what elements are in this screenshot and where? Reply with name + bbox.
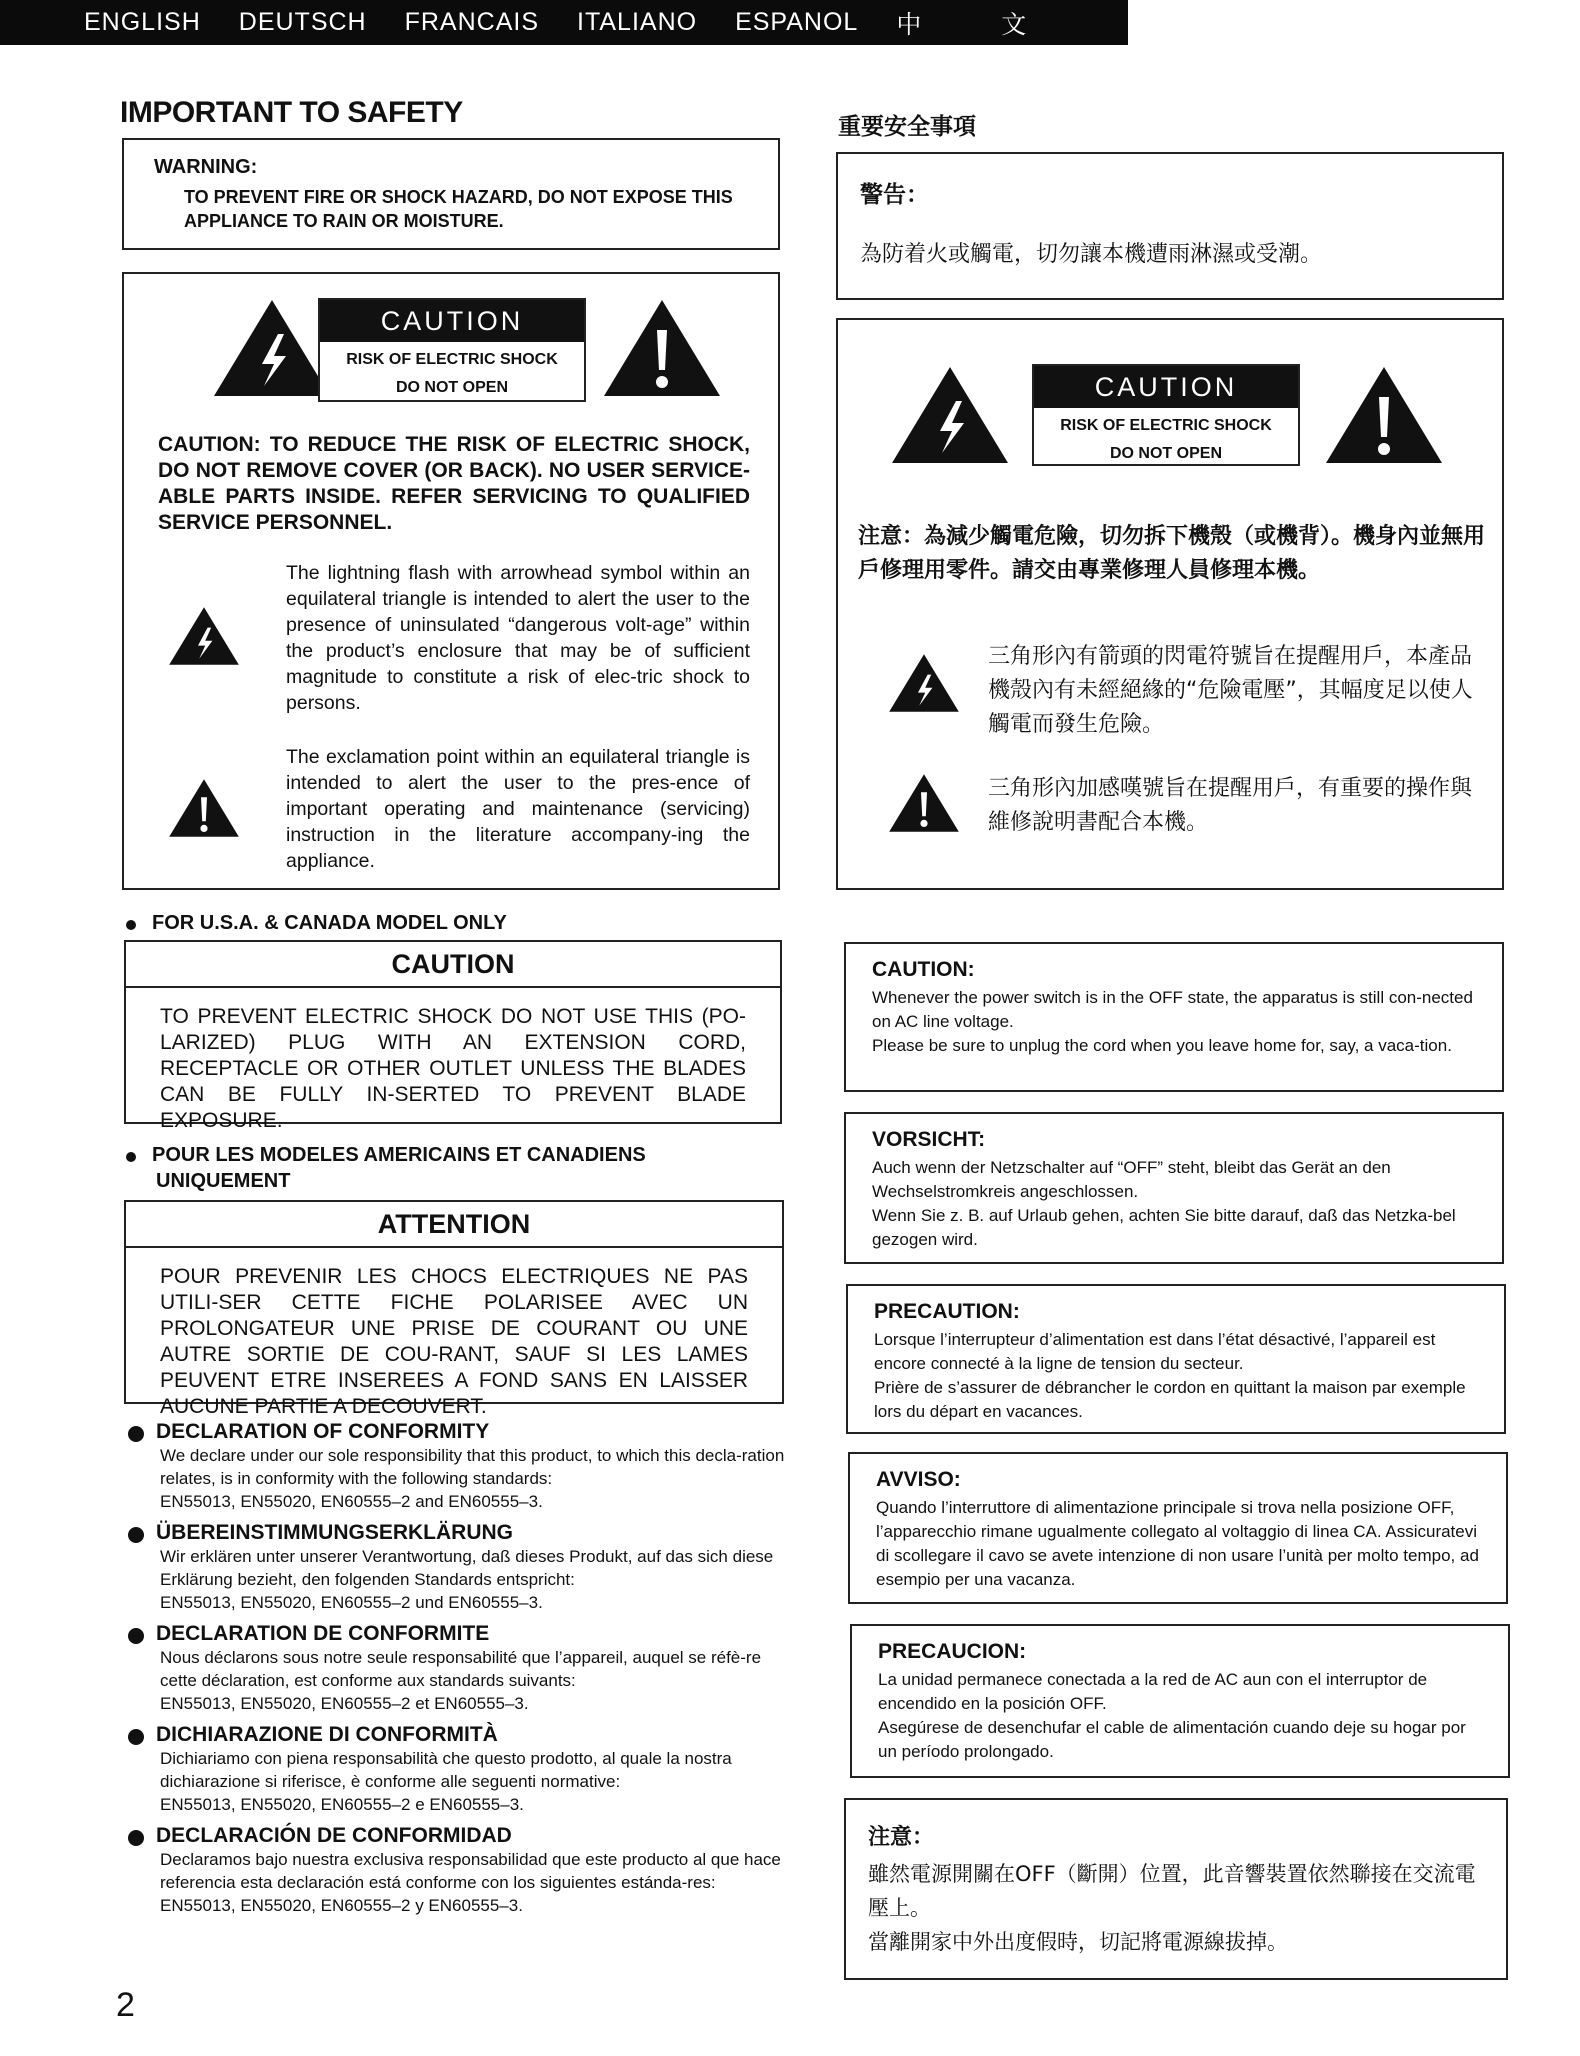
declaration-heading: DECLARATION OF CONFORMITY [156,1420,490,1443]
lang-deutsch: DEUTSCH [238,8,367,36]
exclamation-description: The exclamation point within an equilateral triangle is intended to alert the user to the pres-ence of important operating and maintenance (servicing) instruction in the literature accompany-ing the appliance. [286,746,750,872]
declaration-text: Dichiariamo con piena responsabilità che questo prodotto, al quale la nostra dichiarazione si riferisce, è conforme alle seguenti normative: [160,1749,732,1791]
lightning-triangle-icon [212,298,332,398]
caution-label-line-2: DO NOT OPEN [395,379,508,396]
zh-note-heading: 注意： [868,1825,935,1850]
exclamation-small-icon [168,778,240,838]
note-heading: CAUTION: [872,958,975,981]
declaration-standards: EN55013, EN55020, EN60555–2 y EN60555–3. [160,1896,523,1915]
caution-label [318,298,586,402]
page-number: 2 [116,1986,135,2024]
note-zh [844,1798,1508,1980]
zh-title: 重要安全事項 [838,114,976,140]
fr-heading-line-1: POUR LES MODELES AMERICAINS ET CANADIENS [152,1144,646,1166]
note-vorsicht-de [844,1112,1504,1264]
usa-caution-text: TO PREVENT ELECTRIC SHOCK DO NOT USE THIS (PO-LARIZED) PLUG WITH AN EXTENSION CORD, RECEPTACLE OR OTHER OUTLET UNLESS THE BLADES CAN BE FULLY IN-SERTED TO PREVENT BLADE EXPOSURE. [160,1005,746,1132]
zh-exclamation-triangle-icon [1324,364,1444,466]
note-precaution-fr [846,1284,1506,1434]
warning-box [122,138,780,250]
declaration-text: Nous déclarons sous notre seule responsabilité que l’appareil, auquel se réfè-re cette déclaration, est conforme aux standards suivants: [160,1648,762,1690]
note-text: Quando l’interruttore di alimentazione principale si trova nella posizione OFF, l’apparecchio rimane ugualmente collegato al voltaggio di linea CA. Assicuratevi di scollegare il cavo se avete intenzione di non usare l’unità per molto tempo, ad esempio per una vacanza. [876,1498,1479,1589]
note-text: Lorsque l’interrupteur d’alimentation est dans l’état désactivé, l’appareil est encore connecté à la ligne de tension du secteur. [874,1330,1436,1373]
zh-lightning-description: 三角形內有箭頭的閃電符號旨在提醒用戶，本產品機殼內有未經絕緣的“危險電壓”，其幅度足以使人觸電而發生危險。 [988,644,1473,737]
fr-attention-title: ATTENTION [126,1202,782,1248]
note-text-2: Wenn Sie z. B. auf Urlaub gehen, achten Sie bitte darauf, daß das Netzka-bel gezogen wird. [872,1206,1456,1249]
zh-warning-text: 為防着火或觸電，切勿讓本機遭雨淋濕或受潮。 [860,242,1323,267]
zh-caution-paragraph: 注意：為減少觸電危險，切勿拆下機殼（或機背）。機身內並無用戶修理用零件。請交由專業修理人員修理本機。 [858,524,1486,583]
lightning-small-icon [168,606,240,666]
declaration-heading: DECLARATION DE CONFORMITE [156,1622,490,1645]
declarations [128,1420,788,1917]
zh-lightning-triangle-icon [890,364,1010,466]
caution-label-line-1: RISK OF ELECTRIC SHOCK [346,351,558,368]
note-text-2: Please be sure to unplug the cord when you leave home for, say, a vaca-tion. [872,1036,1452,1055]
declaration-standards: EN55013, EN55020, EN60555–2 e EN60555–3. [160,1795,524,1814]
caution-label-title: CAUTION [320,300,584,342]
declaration-de [128,1521,788,1614]
declaration-standards: EN55013, EN55020, EN60555–2 et EN60555–3. [160,1694,529,1713]
caution-symbols-box [122,272,780,890]
note-text: Whenever the power switch is in the OFF state, the apparatus is still con-nected on AC line voltage. [872,988,1473,1031]
zh-warning-box [836,152,1504,300]
bullet-icon [126,1152,136,1162]
zh-caution-label [1032,364,1300,466]
note-heading: PRECAUTION: [874,1300,1020,1323]
zh-exclamation-description: 三角形內加感嘆號旨在提醒用戶，有重要的操作與維修說明書配合本機。 [988,776,1473,835]
zh-note-text: 雖然電源開關在OFF（斷開）位置，此音響裝置依然聯接在交流電壓上。 [868,1862,1476,1920]
fr-attention-box [124,1200,784,1418]
note-text: Auch wenn der Netzschalter auf “OFF” steht, bleibt das Gerät an den Wechselstromkreis angeschlossen. [872,1158,1391,1201]
lang-espanol: ESPANOL [735,8,859,36]
usa-caution-title: CAUTION [126,942,780,988]
lang-chinese: 中 文 [896,9,1028,39]
declaration-heading: ÜBEREINSTIMMUNGSERKLÄRUNG [156,1521,513,1544]
lang-italiano: ITALIANO [577,8,698,36]
usa-caution-box [124,940,782,1132]
zh-lightning-small-icon [888,652,960,714]
lightning-description: The lightning flash with arrowhead symbol within an equilateral triangle is intended to alert the user to the presence of uninsulated “dangerous volt-age” within the product’s enclosure that may be of sufficient magnitude to constitute a risk of elec-tric shock to persons. [286,562,750,714]
declaration-text: Wir erklären unter unserer Verantwortung, daß dieses Produkt, auf das sich diese Erklärung bezieht, den folgenden Standards entspricht: [160,1547,774,1589]
declaration-fr [128,1622,788,1715]
usa-canada-heading-row [126,910,786,936]
zh-note-text-2: 當離開家中外出度假時，切記將電源線拔掉。 [868,1930,1288,1954]
note-text-2: Prière de s’assurer de débrancher le cordon en quittant la maison par exemple lors du départ en vacances. [874,1378,1466,1421]
declaration-heading: DICHIARAZIONE DI CONFORMITÀ [156,1723,498,1746]
bullet-icon [128,1527,144,1543]
zh-caution-label-title: CAUTION [1034,366,1298,408]
fr-attention-text: POUR PREVENIR LES CHOCS ELECTRIQUES NE PAS UTILI-SER CETTE FICHE POLARISEE AVEC UN PROLONGATEUR UNE PRISE DE COURANT OU UNE AUTRE SORTIE DE COU-RANT, SAUF SI LES LAMES PEUVENT ETRE INSEREES A FOND SANS EN LAISSER AUCUNE PARTIE A DECOUVERT. [160,1265,748,1418]
zh-exclamation-small-icon [888,772,960,834]
declaration-it [128,1723,788,1816]
zh-caution-label-line-2: DO NOT OPEN [1109,445,1222,462]
fr-heading-line-2: UNIQUEMENT [156,1170,291,1192]
warning-line-2: APPLIANCE TO RAIN OR MOISTURE. [184,211,504,231]
note-precaucion-es [850,1624,1510,1778]
bullet-icon [128,1729,144,1745]
bullet-icon [128,1426,144,1442]
note-heading: PRECAUCION: [878,1640,1027,1663]
declaration-standards: EN55013, EN55020, EN60555–2 and EN60555–3. [160,1492,543,1511]
bullet-icon [128,1628,144,1644]
declaration-heading: DECLARACIÓN DE CONFORMIDAD [156,1824,512,1847]
usa-canada-heading: FOR U.S.A. & CANADA MODEL ONLY [152,912,507,934]
declaration-es [128,1824,788,1917]
note-heading: AVVISO: [876,1468,961,1491]
note-heading: VORSICHT: [872,1128,986,1151]
caution-paragraph: CAUTION: TO REDUCE THE RISK OF ELECTRIC SHOCK, DO NOT REMOVE COVER (OR BACK). NO USER SERVICE-ABLE PARTS INSIDE. REFER SERVICING TO QUALIFIED SERVICE PERSONNEL. [158,433,750,534]
declaration-standards: EN55013, EN55020, EN60555–2 und EN60555–3. [160,1593,543,1612]
fr-heading-row [126,1142,786,1194]
lang-francais: FRANCAIS [404,8,540,36]
zh-caution-label-line-1: RISK OF ELECTRIC SHOCK [1060,417,1272,434]
declaration-text: Declaramos bajo nuestra exclusiva responsabilidad que este producto al que hace referencia esta declaración está conforme con los siguientes estánda-res: [160,1850,781,1892]
zh-warning-heading: 警告： [860,182,929,208]
lang-english: ENGLISH [84,8,201,36]
language-bar [0,0,1128,45]
bullet-icon [128,1830,144,1846]
note-avviso-it [848,1452,1508,1604]
note-caution-en [844,942,1504,1092]
page-title: IMPORTANT TO SAFETY [120,96,463,129]
bullet-icon [126,920,136,930]
warning-line-1: TO PREVENT FIRE OR SHOCK HAZARD, DO NOT EXPOSE THIS [184,187,733,207]
declaration-en [128,1420,788,1513]
note-text-2: Asegúrese de desenchufar el cable de alimentación cuando deje su hogar por un período prolongado. [878,1718,1466,1761]
warning-heading: WARNING: [154,156,258,178]
note-text: La unidad permanece conectada a la red de AC aun con el interruptor de encendido en la posición OFF. [878,1670,1428,1713]
zh-caution-box [836,318,1504,890]
declaration-text: We declare under our sole responsibility that this product, to which this decla-ration relates, is in conformity with the following standards: [160,1446,785,1488]
exclamation-triangle-icon [602,298,722,398]
